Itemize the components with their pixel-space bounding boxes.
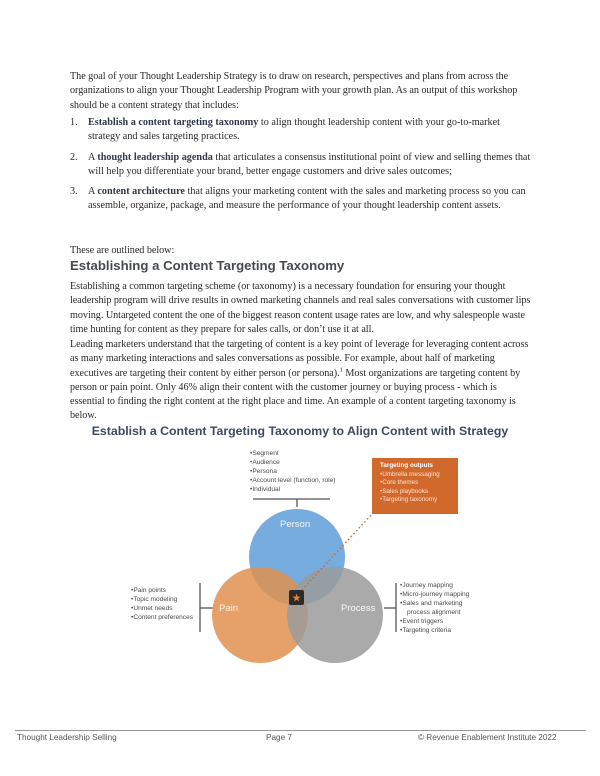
output-item: • Umbrella messaging (380, 471, 458, 480)
pain-item: • Topic modeling (131, 596, 193, 605)
list-item-text: that articulates a consensus institutional point of view and selling themes that will help you differentiate your brand, better engage customers and drive sales outcomes; (88, 151, 531, 177)
list-item-text: to align thought leadership content with your go-to-market strategy and sales targeting practices. (88, 117, 500, 143)
footnote-ref[interactable]: 1 (339, 366, 343, 374)
pain-label: Pain (219, 603, 239, 614)
figure-title: Establish a Content Targeting Taxonomy to Align Content with Strategy (91, 424, 509, 438)
section-heading: Establishing a Content Targeting Taxonomy (70, 258, 345, 273)
list-number: 1. (70, 117, 78, 128)
process-items (400, 582, 469, 635)
pain-items (131, 587, 193, 623)
process-item: • Event triggers (400, 618, 469, 627)
intro-paragraph: The goal of your Thought Leadership Strategy is to draw on research, perspectives and plans from across the organizations to align your Thought Leadership Program with your growth plan. As an output of this workshop should be a content strategy that includes: (70, 71, 518, 111)
list-number: 3. (70, 186, 78, 198)
paragraph-text: Leading marketers understand that the targeting of content is a key point of leverage for leveraging content across as many marketing interactions and sales conversations as possible. For example, about half of marketing executives are targeting their content by either person (or persona). (70, 339, 529, 379)
list-item-prefix: A (88, 186, 98, 198)
process-item: process alignment (407, 608, 461, 616)
pain-item: • Pain points (131, 587, 193, 596)
list-item-prefix: A (88, 151, 98, 163)
list-item-bold: thought leadership agenda (97, 151, 213, 163)
person-item: • Persona (250, 468, 336, 477)
list-number: 2. (70, 151, 78, 163)
footer-divider (15, 730, 586, 731)
footer-copyright: © Revenue Enablement Institute 2022 (418, 733, 557, 742)
list-item-bold: content architecture (97, 186, 185, 198)
pain-item: • Unmet needs (131, 605, 193, 614)
paragraph: Establishing a common targeting scheme (or taxonomy) is a necessary foundation for ensuring your thought leadership program will drive results in owned marketing channels and real sales conversations with customer lips moving. Untargeted content the one of the biggest reason content usage rates are low, and why salespeople waste time hunting for content as they prepare for sales calls, or don’t use it at all. (70, 281, 531, 335)
list-item-bold: Establish a content targeting taxonomy (88, 117, 259, 128)
output-item: • Sales playbooks (380, 488, 458, 497)
footer-page-number: Page 7 (266, 733, 292, 742)
process-label: Process (341, 603, 376, 614)
svg-text:★: ★ (291, 591, 302, 605)
person-item: • Audience (250, 459, 336, 468)
process-item: • Journey mapping (400, 582, 469, 591)
targeting-outputs-box (372, 458, 458, 514)
person-item: • Account level (function, role) (250, 477, 336, 486)
person-item: • Segment (250, 450, 336, 459)
process-item: • Micro-journey mapping (400, 591, 469, 600)
footer-title: Thought Leadership Selling (17, 733, 117, 742)
person-label: Person (280, 519, 311, 530)
process-item: • Sales and marketing (400, 600, 469, 609)
output-item: • Targeting taxonomy (380, 496, 458, 505)
outputs-title: Targeting outputs (380, 462, 434, 469)
outline-text: These are outlined below: (70, 245, 175, 256)
process-item: • Targeting criteria (400, 627, 469, 636)
pain-item: • Content preferences (131, 614, 193, 623)
paragraph-text: Most organizations are targeting content by person or pain point. Only 46% align their content with the customer journey or buying process - which is essential to finding the right content at the right place and time. An example of a content targeting taxonomy is below. (70, 367, 521, 422)
list-item-text: that aligns your marketing content with the sales and marketing process so you can assemble, organize, package, and measure the performance of your thought leadership content assets. (88, 186, 526, 212)
output-item: • Core themes (380, 479, 458, 488)
person-item: • Individual (250, 486, 336, 495)
person-items (250, 450, 336, 495)
